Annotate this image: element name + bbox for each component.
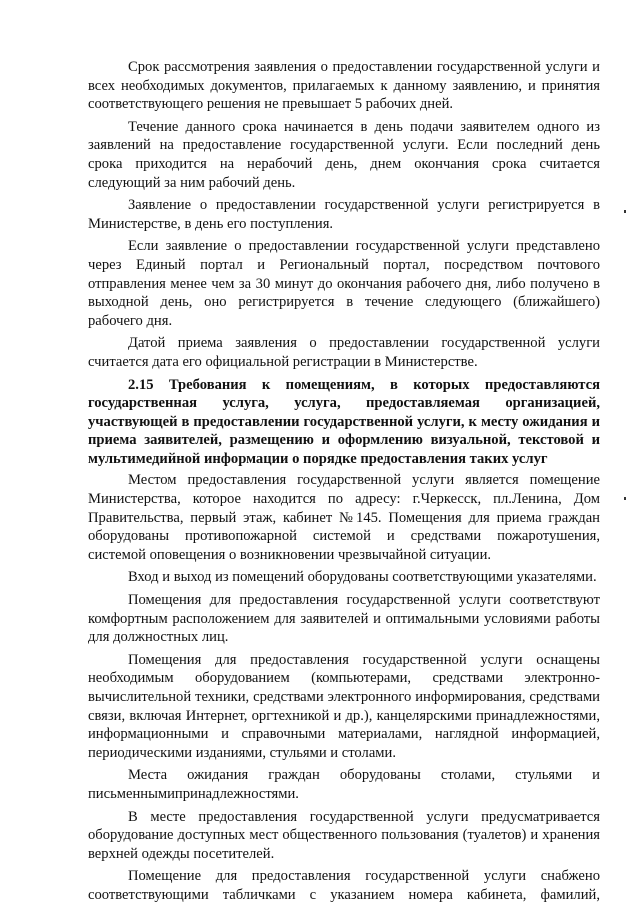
paragraph: Заявление о предоставлении государственной услуги регистрируется в Министерстве, в день его поступления. <box>88 197 600 232</box>
scan-speck <box>624 497 626 500</box>
paragraph: Если заявление о предоставлении государственной услуги представлено через Единый портал и Региональный портал, посредством почтового отправления менее чем за 30 минут до окончания рабочего дня, либо получено в выходной день, оно регистрируется в течение следующего (ближайшего) рабочего дня. <box>88 238 600 329</box>
paragraph: Течение данного срока начинается в день подачи заявителем одного из заявлений на предоставление государственной услуги. Если последний день срока приходится на нерабочий день, днем окончания срока считается следующий за ним рабочий день. <box>88 118 600 191</box>
paragraph: Местом предоставления государственной услуги является помещение Министерства, которое находится по адресу: г.Черкесск, пл.Ленина, Дом Правительства, первый этаж, кабинет №145. Помещения для приема граждан оборудованы противопожарной системой и средствами пожаротушения, системой оповещения о возникновении чрезвычайной ситуации. <box>88 472 600 563</box>
paragraph: Места ожидания граждан оборудованы столами, стульями и письменнымипринадлежностями. <box>88 767 600 802</box>
scan-speck <box>624 210 626 213</box>
paragraph: В месте предоставления государственной услуги предусматривается оборудование доступных мест общественного пользования (туалетов) и хранения верхней одежды посетителей. <box>88 808 600 862</box>
paragraph: Помещения для предоставления государственной услуги оснащены необходимым оборудованием (компьютерами, средствами электронно-вычислительной техники, средствами электронного информирования, средствами связи, включая Интернет, оргтехникой и др.), канцелярскими принадлежностями, информационными и справочными материалами, наглядной информацией, периодическими изданиями, стульями и столами. <box>88 651 600 761</box>
paragraph: Срок рассмотрения заявления о предоставлении государственной услуги и всех необходимых документов, прилагаемых к данному заявлению, и принятия соответствующего решения не превышает 5 рабочих дней. <box>88 59 600 113</box>
paragraph: Помещение для предоставления государственной услуги снабжено соответствующими табличками с указанием номера кабинета, фамилий, <box>88 868 600 903</box>
paragraph: Помещения для предоставления государственной услуги соответствуют комфортным расположением для заявителей и оптимальными условиями работы для должностных лиц. <box>88 592 600 646</box>
paragraph: Датой приема заявления о предоставлении государственной услуги считается дата его официальной регистрации в Министерстве. <box>88 335 600 370</box>
document-page <box>88 58 600 909</box>
paragraph: Вход и выход из помещений оборудованы соответствующими указателями. <box>128 569 597 586</box>
section-heading: 2.15 Требования к помещениям, в которых предоставляются государственная услуга, услуга, предоставляемая организацией, участвующей в предоставлении государственной услуги, к месту ожидания и приема заявителей, размещению и оформлению визуальной, текстовой и мультимедийной информации о порядке предоставления таких услуг <box>88 376 600 467</box>
